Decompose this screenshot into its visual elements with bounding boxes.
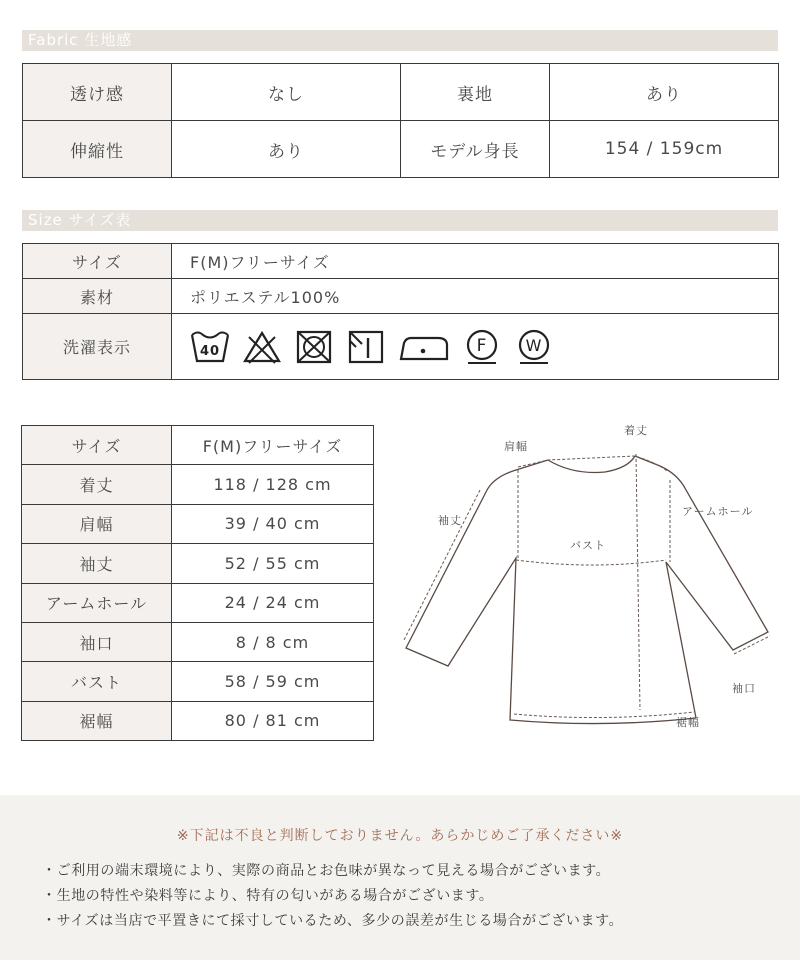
info-row-care [23,314,779,380]
product-info-table [22,243,779,380]
wet-clean-w-icon [514,328,554,366]
size-value-shoulder: 39 / 40 cm [172,504,374,543]
size-header-value: F(M)フリーサイズ [172,426,374,465]
size-value-armhole: 24 / 24 cm [172,583,374,622]
wash-temp-text: 40 [199,343,221,359]
fabric-label-lining: 裏地 [401,64,550,121]
garment-measurement-diagram [398,410,782,740]
size-section-title: Size サイズ表 [28,211,132,229]
size-label-bust: バスト [22,662,172,701]
notes-section [0,795,800,960]
diagram-label-shoulder: 肩幅 [504,440,528,453]
size-value-hem: 80 / 81 cm [172,701,374,740]
wash-40-icon [190,329,230,365]
notes-list [42,859,623,934]
dry-clean-text: F [476,335,488,356]
table-row [22,465,374,504]
size-header-row [22,426,374,465]
measure-lines [404,454,770,718]
size-label-hem: 裾幅 [22,701,172,740]
table-row [22,701,374,740]
iron-low-icon [398,329,450,365]
size-label-length: 着丈 [22,465,172,504]
info-row-material [23,279,779,314]
size-value-length: 118 / 128 cm [172,465,374,504]
info-row-size [23,244,779,279]
list-item: ・サイズは当店で平置きにて採寸しているため、多少の誤差が生じる場合がございます。 [42,913,624,929]
diagram-label-hem: 裾幅 [676,716,700,729]
diagram-label-length: 着丈 [624,424,648,437]
wet-clean-text: W [525,335,543,355]
fabric-section-header [22,30,778,51]
care-icons [190,328,778,366]
diagram-label-bust: バスト [570,539,606,552]
fabric-label-stretch: 伸縮性 [23,121,172,178]
fabric-section-title: Fabric 生地感 [28,31,133,49]
fabric-value-model-height: 154 / 159cm [550,121,779,178]
size-value-cuff: 8 / 8 cm [172,622,374,661]
garment-outline [406,456,768,724]
size-section-header [22,210,778,231]
table-row [22,504,374,543]
table-row [22,662,374,701]
line-dry-shade-icon [346,329,386,365]
size-value-sleeve: 52 / 55 cm [172,544,374,583]
size-label-sleeve: 袖丈 [22,544,172,583]
diagram-label-armhole: アームホール [682,505,754,518]
fabric-label-transparency: 透け感 [23,64,172,121]
list-item: ・生地の特性や染料等により、特有の匂いがある場合がございます。 [42,888,494,904]
fabric-value-lining: あり [550,64,779,121]
size-measurement-table [21,425,374,741]
care-icons-cell [172,314,779,380]
no-bleach-icon [242,329,282,365]
diagram-label-cuff: 袖口 [732,682,756,695]
fabric-row [23,121,779,178]
fabric-table [22,63,779,178]
info-value-size: F(M)フリーサイズ [172,244,779,279]
size-label-shoulder: 肩幅 [22,504,172,543]
fabric-value-transparency: なし [172,64,401,121]
fabric-value-stretch: あり [172,121,401,178]
list-item: ・ご利用の端末環境により、実際の商品とお色味が異なって見える場合がございます。 [42,863,611,879]
size-value-bust: 58 / 59 cm [172,662,374,701]
size-header-label: サイズ [22,426,172,465]
info-label-material: 素材 [23,279,172,314]
table-row [22,544,374,583]
info-label-size: サイズ [23,244,172,279]
dry-clean-f-icon [462,328,502,366]
info-value-material: ポリエステル100% [172,279,779,314]
size-label-armhole: アームホール [22,583,172,622]
table-row [22,622,374,661]
diagram-label-sleeve: 袖丈 [438,514,462,527]
fabric-row [23,64,779,121]
info-label-care: 洗濯表示 [23,314,172,380]
notes-heading: ※下記は不良と判断しておりません。あらかじめご了承ください※ [176,828,624,844]
fabric-label-model-height: モデル身長 [401,121,550,178]
no-tumble-dry-icon [294,329,334,365]
table-row [22,583,374,622]
size-label-cuff: 袖口 [22,622,172,661]
